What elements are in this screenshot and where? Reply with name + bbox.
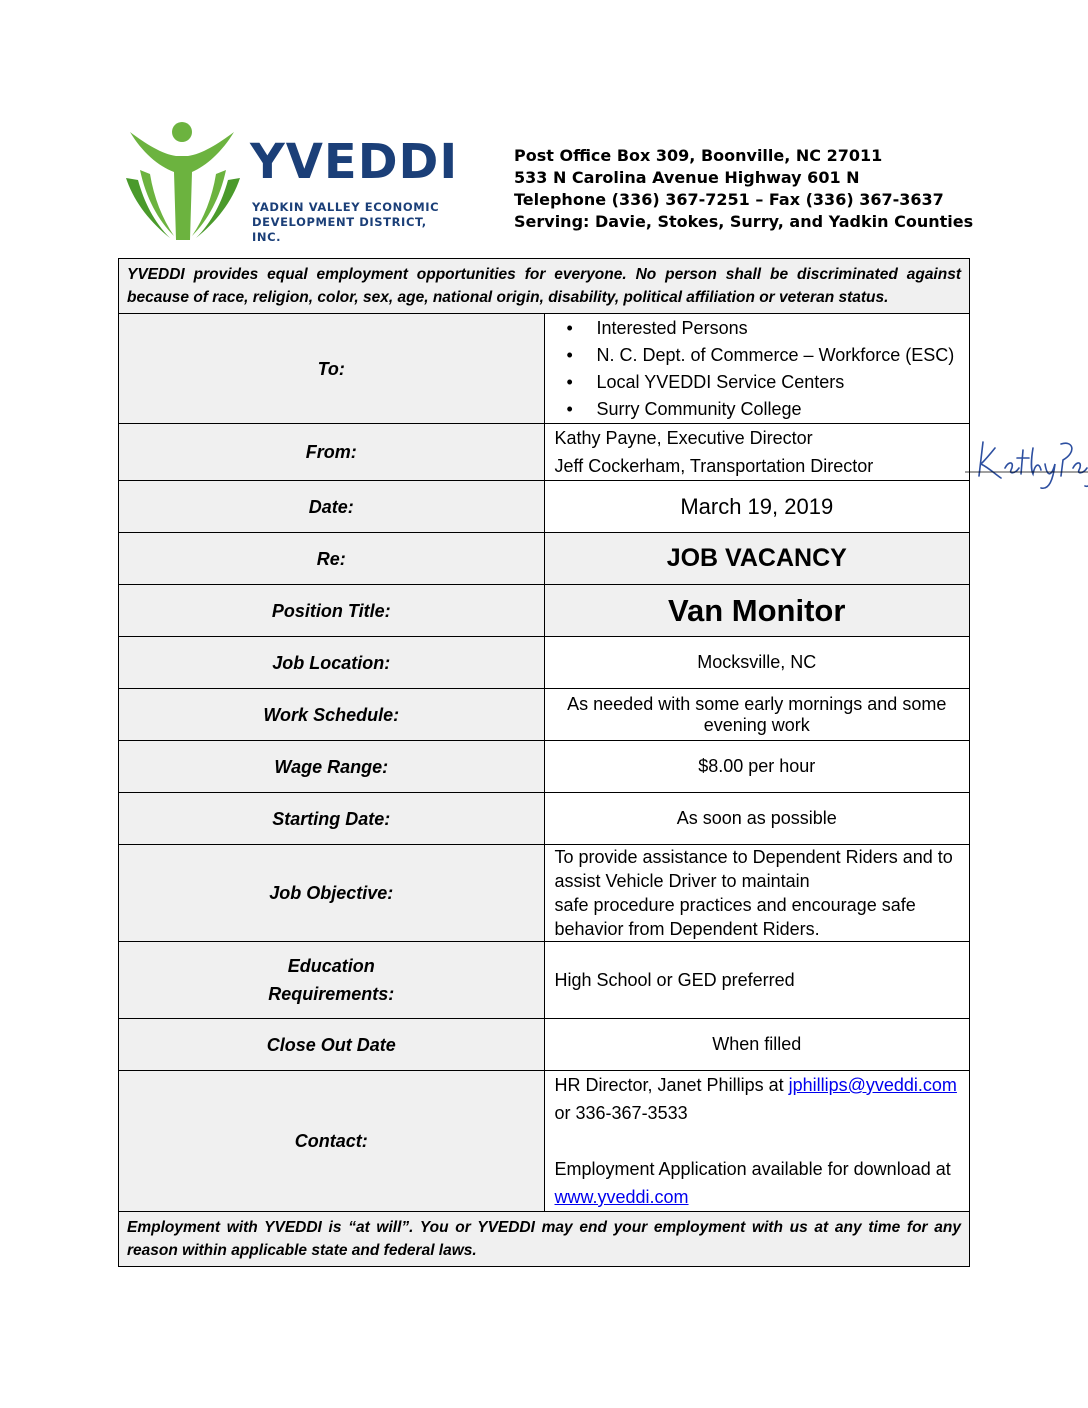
address-line: Post Office Box 309, Boonville, NC 27011 <box>514 146 883 165</box>
wage-row <box>119 741 970 793</box>
at-will-notice: Employment with YVEDDI is “at will”. You or YVEDDI may end your employment with us at any time for any reason within applicable state and federal laws. <box>119 1212 970 1267</box>
address-line: 533 N Carolina Avenue Highway 601 N <box>514 168 860 187</box>
job-vacancy-table <box>118 258 970 1267</box>
from-line-1: Kathy Payne, Executive Director <box>554 428 813 448</box>
application-prefix: Employment Application available for download at <box>554 1159 951 1179</box>
close-out-label: Close Out Date <box>119 1019 545 1071</box>
from-line-2: Jeff Cockerham, Transportation Director <box>554 456 874 476</box>
signature-image <box>965 430 1088 490</box>
objective-value <box>544 845 970 942</box>
recipient-item: • Interested Persons <box>585 315 970 342</box>
logo-subtitle <box>252 200 454 245</box>
re-row <box>119 533 970 585</box>
application-line <box>555 1155 970 1211</box>
from-value <box>544 424 970 481</box>
education-label <box>119 942 545 1019</box>
from-row <box>119 424 970 481</box>
date-row <box>119 481 970 533</box>
contact-row <box>119 1071 970 1212</box>
contact-prefix: HR Director, Janet Phillips at <box>554 1075 789 1095</box>
recipient-item: • Local YVEDDI Service Centers <box>585 369 970 396</box>
position-label: Position Title: <box>119 585 545 637</box>
contact-line <box>555 1071 970 1127</box>
objective-line-1: To provide assistance to Dependent Riders and to assist Vehicle Driver to maintain <box>554 847 953 891</box>
wage-label: Wage Range: <box>119 741 545 793</box>
location-row <box>119 637 970 689</box>
address-block <box>514 145 973 233</box>
education-label-line-1: Education <box>287 956 375 976</box>
logo-subtitle-line1: YADKIN VALLEY ECONOMIC <box>252 200 440 214</box>
date-value: March 19, 2019 <box>544 481 970 533</box>
re-value: JOB VACANCY <box>544 533 970 585</box>
schedule-value: As needed with some early mornings and some evening work <box>544 689 970 741</box>
start-row <box>119 793 970 845</box>
address-line: Telephone (336) 367-7251 – Fax (336) 367-3637 <box>514 190 944 209</box>
date-label: Date: <box>119 481 545 533</box>
re-label: Re: <box>119 533 545 585</box>
logo-figure-icon <box>124 118 248 242</box>
eeo-notice-row <box>119 259 970 314</box>
logo-subtitle-line2: DEVELOPMENT DISTRICT, INC. <box>252 215 427 244</box>
contact-label: Contact: <box>119 1071 545 1212</box>
start-label: Starting Date: <box>119 793 545 845</box>
close-out-value: When filled <box>544 1019 970 1071</box>
objective-label: Job Objective: <box>119 845 545 942</box>
education-label-line-2: Requirements: <box>268 984 395 1004</box>
schedule-label: Work Schedule: <box>119 689 545 741</box>
website-link[interactable]: www.yveddi.com <box>554 1187 689 1207</box>
eeo-notice: YVEDDI provides equal employment opportunities for everyone. No person shall be discriminated against because of race, religion, color, sex, age, national origin, disability, political affiliation or veteran status. <box>119 259 970 314</box>
contact-value <box>544 1071 970 1212</box>
objective-line-2: safe procedure practices and encourage safe behavior from Dependent Riders. <box>554 895 916 939</box>
recipient-item: • Surry Community College <box>585 396 970 423</box>
education-row <box>119 942 970 1019</box>
yveddi-logo <box>124 118 459 244</box>
wage-value: $8.00 per hour <box>544 741 970 793</box>
location-value: Mocksville, NC <box>544 637 970 689</box>
to-value <box>544 314 970 424</box>
objective-row <box>119 845 970 942</box>
to-row <box>119 314 970 424</box>
position-value: Van Monitor <box>544 585 970 637</box>
recipient-list <box>555 315 970 423</box>
from-label: From: <box>119 424 545 481</box>
contact-suffix: or 336-367-3533 <box>554 1103 688 1123</box>
close-out-row <box>119 1019 970 1071</box>
education-value: High School or GED preferred <box>544 942 970 1019</box>
address-line: Serving: Davie, Stokes, Surry, and Yadkin Counties <box>514 212 974 231</box>
email-link[interactable]: jphillips@yveddi.com <box>788 1075 957 1095</box>
logo-wordmark: YVEDDI <box>250 134 459 190</box>
to-label: To: <box>119 314 545 424</box>
start-value: As soon as possible <box>544 793 970 845</box>
recipient-item: • N. C. Dept. of Commerce – Workforce (ESC) <box>585 342 970 369</box>
schedule-row <box>119 689 970 741</box>
location-label: Job Location: <box>119 637 545 689</box>
at-will-notice-row <box>119 1212 970 1267</box>
position-row <box>119 585 970 637</box>
